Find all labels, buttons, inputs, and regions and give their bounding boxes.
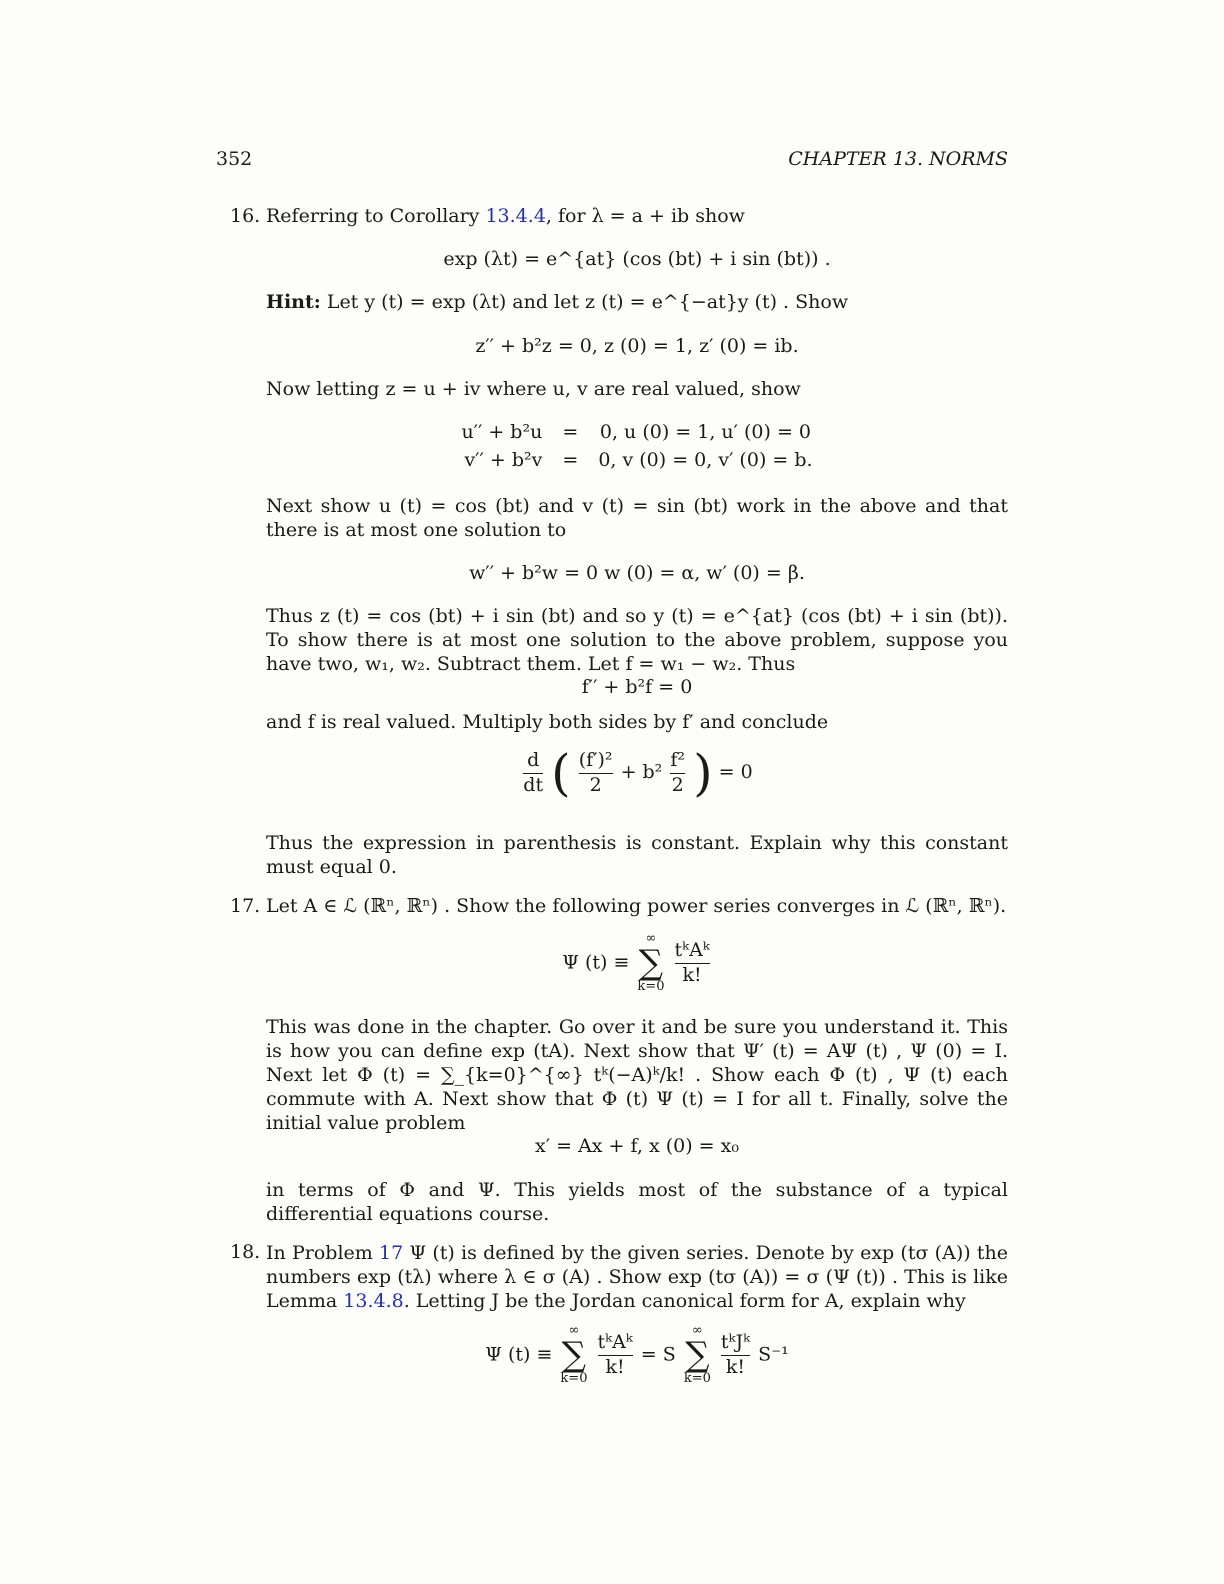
problem-number-16: 16. xyxy=(230,205,261,227)
problem-18-paragraph: In Problem 17 Ψ (t) is defined by the given series. Denote by exp (tσ (A)) the numbers exp (tλ) where λ ∈ σ (A) . Show exp (tσ (A)) = σ (Ψ (t)) . This is like Lemma 13.4.8. Letting J be the Jordan canonical form for A, explain why xyxy=(266,1242,1008,1312)
equation-exp-lambda-t: exp (λt) = e^{at} (cos (bt) + i sin (bt)) . xyxy=(443,248,831,270)
equation-w-ode: w′′ + b²w = 0 w (0) = α, w′ (0) = β. xyxy=(469,562,805,584)
and-f-line: and f is real valued. Multiply both sides by f′ and conclude xyxy=(266,711,829,733)
equation-system-uv: u′′ + b²u = 0, u (0) = 1, u′ (0) = 0 v′′ + b²v = 0, v (0) = 0, v′ (0) = b. xyxy=(461,421,813,471)
hint-label: Hint: xyxy=(266,291,321,313)
now-letting-line: Now letting z = u + iv where u, v are real valued, show xyxy=(266,378,801,400)
equation-psi-series: Ψ (t) ≡ ∞ ∑ k=0 $\frac{\text{tᵏAᵏ}}{k!}$ xyxy=(562,931,710,995)
equation-energy-derivative: $\frac{d}{dt}$ ( $\frac{\text{(f′)²}}{2}$ + b² $\frac{\text{f²}}{2}$ ) = 0 xyxy=(523,744,753,802)
hint-line: Hint: Let y (t) = exp (λt) and let z (t) = e^{−at}y (t) . Show xyxy=(266,291,849,313)
problem-17-paragraph: This was done in the chapter. Go over it and be sure you understand it. This is how you can define exp (tA). Next show that Ψ′ (t) = AΨ (t) , Ψ (0) = I. Next let Φ (t) = ∑_{k=0}^{∞} tᵏ(−A)ᵏ/k! . Show each Φ (t) , Ψ (t) each commute with A. Next show that Φ (t) Ψ (t) = I for all t. Finally, solve the initial value problem xyxy=(266,1016,1008,1134)
problem-17-link[interactable]: 17 xyxy=(379,1242,404,1264)
page-number: 352 xyxy=(216,148,253,170)
next-show-paragraph: Next show u (t) = cos (bt) and v (t) = sin (bt) work in the above and that there is at most one solution to xyxy=(266,495,1008,541)
conclusion-paragraph: Thus the expression in parenthesis is constant. Explain why this constant must equal 0. xyxy=(266,832,1008,878)
equation-f-ode: f′′ + b²f = 0 xyxy=(581,676,693,698)
problem-number-17: 17. xyxy=(230,895,261,917)
equation-jordan-series: Ψ (t) ≡ ∞ ∑ k=0 $\frac{\text{tᵏAᵏ}}{k!}$ = S ∞ ∑ k=0 $\frac{\text{tᵏJᵏ}}{k!}$ S⁻¹ xyxy=(485,1323,789,1387)
corollary-link[interactable]: 13.4.4 xyxy=(485,205,546,227)
running-header: CHAPTER 13. NORMS xyxy=(788,148,1008,170)
problem-number-18: 18. xyxy=(230,1241,261,1263)
equation-z-ode: z′′ + b²z = 0, z (0) = 1, z′ (0) = ib. xyxy=(475,335,799,357)
lemma-link[interactable]: 13.4.8 xyxy=(343,1290,404,1312)
equation-ivp: x′ = Ax + f, x (0) = x₀ xyxy=(535,1135,739,1157)
problem-17-closing: in terms of Φ and Ψ. This yields most of the substance of a typical differential equations course. xyxy=(266,1179,1008,1225)
problem-16-intro: Referring to Corollary 13.4.4, for λ = a + ib show xyxy=(266,205,745,227)
thus-paragraph: Thus z (t) = cos (bt) + i sin (bt) and so y (t) = e^{at} (cos (bt) + i sin (bt)). To show there is at most one solution to the above problem, suppose you have two, w₁, w₂. Subtract them. Let f = w₁ − w₂. Thus xyxy=(266,605,1008,675)
problem-17-intro: Let A ∈ ℒ (ℝⁿ, ℝⁿ) . Show the following power series converges in ℒ (ℝⁿ, ℝⁿ). xyxy=(266,895,1007,917)
